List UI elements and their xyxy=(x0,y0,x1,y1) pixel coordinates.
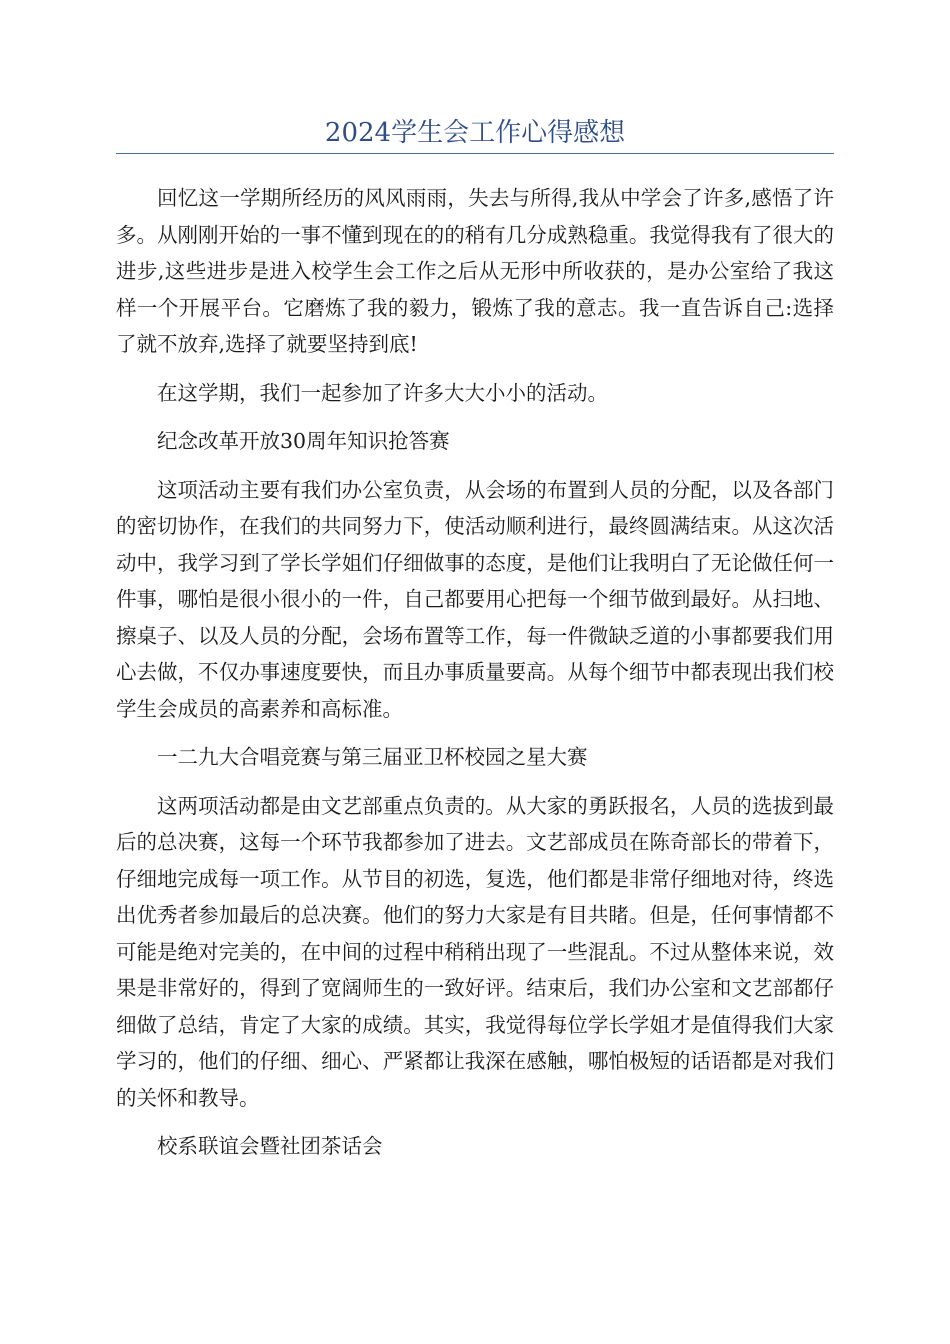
section-heading-tea-party: 校系联谊会暨社团茶话会 xyxy=(157,1134,383,1158)
title-underline xyxy=(116,153,834,154)
document-title: 2024学生会工作心得感想 xyxy=(324,118,626,148)
section-heading-quiz: 纪念改革开放30周年知识抢答赛 xyxy=(157,429,450,453)
document-body xyxy=(116,180,834,1177)
paragraph-intro: 回忆这一学期所经历的风风雨雨，失去与所得,我从中学会了许多,感悟了许多。从刚刚开始的一事不懂到现在的的稍有几分成熟稳重。我觉得我有了很大的进步,这些进步是进入校学生会工作之后从无形中所收获的，是办公室给了我这样一个开展平台。它磨炼了我的毅力，锻炼了我的意志。我一直告诉自己:选择了就不放弃,选择了就要坚持到底! xyxy=(116,186,834,356)
paragraph-chorus: 这两项活动都是由文艺部重点负责的。从大家的勇跃报名，人员的选拔到最后的总决赛，这每一个环节我都参加了进去。文艺部成员在陈奇部长的带着下，仔细地完成每一项工作。从节目的初选，复选，他们都是非常仔细地对待，终选出优秀者参加最后的总决赛。他们的努力大家是有目共睹。但是，任何事情都不可能是绝对完美的，在中间的过程中稍稍出现了一些混乱。不过从整体来说，效果是非常好的，得到了宽阔师生的一致好评。结束后，我们办公室和文艺部都仔细做了总结，肯定了大家的成绩。其实，我觉得每位学长学姐才是值得我们大家学习的，他们的仔细、细心、严紧都让我深在感触，哪怕极短的话语都是对我们的关怀和教导。 xyxy=(116,793,834,1110)
paragraph-activities: 在这学期，我们一起参加了许多大大小小的活动。 xyxy=(157,380,608,405)
section-heading-chorus: 一二九大合唱竞赛与第三届亚卫杯校园之星大赛 xyxy=(157,745,588,769)
paragraph-quiz: 这项活动主要有我们办公室负责，从会场的布置到人员的分配，以及各部门的密切协作，在我们的共同努力下，使活动顺利进行，最终圆满结束。从这次活动中，我学习到了学长学姐们仔细做事的态度，是他们让我明白了无论做任何一件事，哪怕是很小很小的一件，自己都要用心把每一个细节做到最好。从扫地、擦桌子、以及人员的分配，会场布置等工作，每一件微缺乏道的小事都要我们用心去做，不仅办事速度要快，而且办事质量要高。从每个细节中都表现出我们校学生会成员的高素养和高标准。 xyxy=(116,477,834,721)
